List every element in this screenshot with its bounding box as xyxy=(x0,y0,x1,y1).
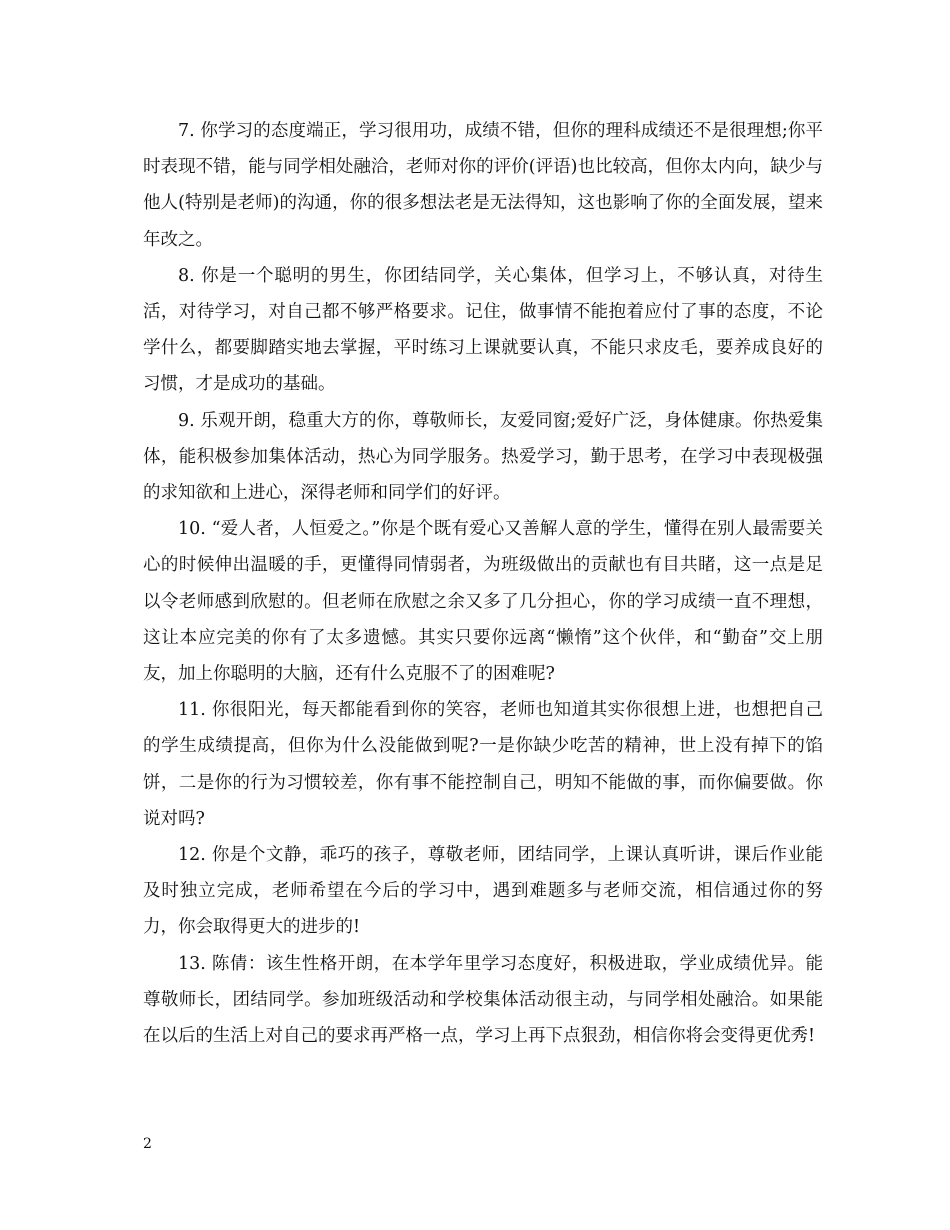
paragraph-10: 10. “爱人者，人恒爱之。”你是个既有爱心又善解人意的学生，懂得在别人最需要关心的时候伸出温暖的手，更懂得同情弱者，为班级做出的贡献也有目共睹，这一点是足以令老师感到欣慰的。但老师在欣慰之余又多了几分担心，你的学习成绩一直不理想，这让本应完美的你有了太多遗憾。其实只要你远离“懒惰”这个伙伴，和“勤奋”交上朋友，加上你聪明的大脑，还有什么克服不了的困难呢? xyxy=(143,519,823,685)
paragraph-13: 13. 陈倩：该生性格开朗，在本学年里学习态度好，积极进取，学业成绩优异。能尊敬师长，团结同学。参加班级活动和学校集体活动很主动，与同学相处融洽。如果能在以后的生活上对自己的要求再严格一点，学习上再下点狠劲，相信你将会变得更优秀! xyxy=(143,953,823,1047)
paragraph-11: 11. 你很阳光，每天都能看到你的笑容，老师也知道其实你很想上进，也想把自己的学生成绩提高，但你为什么没能做到呢?一是你缺少吃苦的精神，世上没有掉下的馅饼，二是你的行为习惯较差，你有事不能控制自己，明知不能做的事，而你偏要做。你说对吗? xyxy=(143,700,823,829)
page-number: 2 xyxy=(143,1136,152,1152)
paragraph-7: 7. 你学习的态度端正，学习很用功，成绩不错，但你的理科成绩还不是很理想;你平时表现不错，能与同学相处融洽，老师对你的评价(评语)也比较高，但你太内向，缺少与他人(特别是老师)的沟通，你的很多想法老是无法得知，这也影响了你的全面发展，望来年改之。 xyxy=(143,121,823,250)
document-body xyxy=(143,113,823,1054)
paragraph-12: 12. 你是个文静，乖巧的孩子，尊敬老师，团结同学，上课认真听讲，课后作业能及时独立完成，老师希望在今后的学习中，遇到难题多与老师交流，相信通过你的努力，你会取得更大的进步的! xyxy=(143,845,823,938)
paragraph-9: 9. 乐观开朗，稳重大方的你，尊敬师长，友爱同窗;爱好广泛，身体健康。你热爱集体，能积极参加集体活动，热心为同学服务。热爱学习，勤于思考，在学习中表现极强的求知欲和上进心，深得老师和同学们的好评。 xyxy=(143,410,823,504)
paragraph-8: 8. 你是一个聪明的男生，你团结同学，关心集体，但学习上，不够认真，对待生活，对待学习，对自己都不够严格要求。记住，做事情不能抱着应付了事的态度，不论学什么，都要脚踏实地去掌握，平时练习上课就要认真，不能只求皮毛，要养成良好的习惯，才是成功的基础。 xyxy=(143,265,823,395)
